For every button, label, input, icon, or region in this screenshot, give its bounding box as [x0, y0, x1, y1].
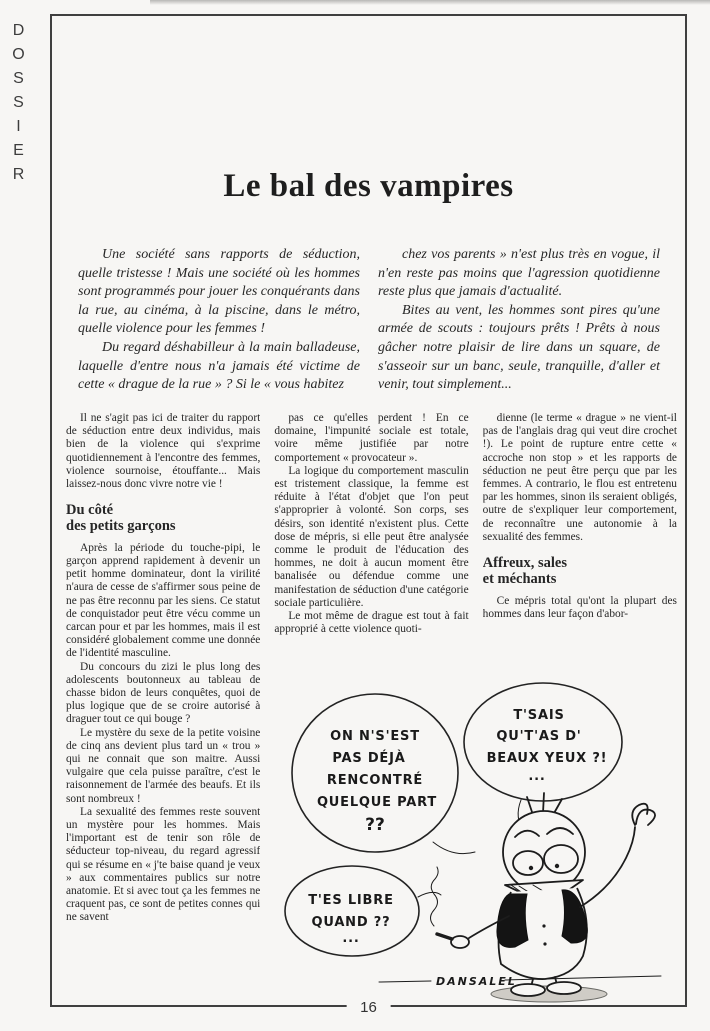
intro-section	[78, 246, 660, 395]
bird-eye-left	[513, 851, 543, 875]
body-paragraph: La sexualité des femmes reste souvent un mystère pour les hommes. Mais l'important est de tenir son rôle de séducteur top-niveau, du regard agressif qui se résume en « j'te baise quand je veux » aux commentaires publics sur notre anatomie. Et si avec tout ça les femmes ne craquent pas, ce sont de petites connes qui ne savent	[66, 805, 261, 924]
subheading-petits-garcons	[66, 502, 260, 534]
intro-column-right	[378, 246, 660, 395]
bird-eye-right	[544, 845, 578, 873]
subheading-line: Du côté	[66, 502, 114, 519]
intro-paragraph: Bites au vent, les hommes sont pires qu'une armée de scouts : toujours prêts ! Prêts à nous gâcher notre plaisir de lire dans un square, de s'asseoir sur un banc, seule, tranquille, d'aller et venir, tout simplement...	[378, 302, 660, 393]
bubble3-line: QUAND ??	[311, 915, 391, 930]
signature-text: DANSALEL	[436, 975, 517, 988]
subheading-affreux-sales	[483, 555, 677, 587]
intro-column-left	[78, 246, 360, 395]
bubble2-line: ...	[528, 769, 546, 784]
bubble1-line: QUELQUE PART	[316, 795, 438, 810]
body-paragraph: dienne (le terme « drague » ne vient-il pas de l'anglais drag qui veut dire crochet !). Le point de rupture entre cette « accroche non stop » et les rapports de séduction ne peut être perçu que par les femmes. A contrario, le flou est entretenu par les hommes, sinon ils seraient obligés, outre de s'expliquer leur comportement, de reconnaître une autonomie à la sexualité des femmes.	[482, 412, 677, 543]
body-paragraph: Ce mépris total qu'ont la plupart des hommes dans leur façon d'abor-	[482, 594, 677, 620]
pupil	[555, 864, 559, 868]
speech-bubble-3	[285, 866, 441, 956]
cigarette	[437, 934, 452, 939]
intro-paragraph: chez vos parents » n'est plus très en vogue, il n'en reste pas moins que l'agression quotidienne reste plus que jamais d'actualité.	[378, 247, 660, 300]
bubble1-line: PAS DÉJÀ	[332, 751, 406, 766]
speech-bubble-1	[292, 694, 475, 854]
dossier-vertical-label: DOSSIER	[10, 22, 27, 190]
cigarette-smoke	[431, 867, 439, 926]
subheading-line: et méchants	[482, 571, 557, 588]
subheading-line: des petits garçons	[66, 518, 176, 535]
bird-hand-right	[632, 804, 655, 825]
body-paragraph: La logique du comportement masculin est tristement classique, la femme est réduite à l'état d'objet que l'on peut s'approprier à volonté. Son corps, ses désirs, son identité n'existent plus. Cette dose de mépris, si elle peut être analysée comme le produit de l'éducation des hommes, ne doit à aucun moment être banalisée ou défendue comme une manifestation de séduction d'une catégorie sociale particulière.	[274, 464, 469, 609]
bird-wing-right	[562, 890, 587, 943]
body-paragraph: Le mot même de drague est tout à fait approprié à cette violence quoti-	[274, 610, 469, 636]
article-title: Le bal des vampires	[223, 168, 514, 204]
bubble1-line: ??	[365, 815, 385, 835]
bird-hand-left	[451, 936, 469, 948]
body-paragraph: Il ne s'agit pas ici de traiter du rapport de séduction entre deux individus, mais bien de la violence qui s'exprime quotidiennement à l'encontre des femmes, violence sournoise, étouffante... Mais laissez-nous donc vivre notre vie !	[66, 412, 261, 491]
bird-foot-right	[547, 982, 581, 994]
page-number: 16	[346, 999, 391, 1016]
page-frame	[50, 14, 687, 1016]
bird-arm-right	[580, 827, 635, 907]
body-column-1	[66, 412, 260, 994]
scan-edge-artifact	[150, 0, 710, 5]
body-paragraph: Après la période du touche-pipi, le garçon apprend rapidement à devenir un petit homme dominateur, dont la virilité n'aura de cesse de s'affirmer sous peine de ne pas être reconnu par les siens. Ce statut de conquistador peut être vécu comme un carcan pour et par les hommes, mais il est considéré globalement comme une donnée de l'identité masculine.	[66, 541, 261, 660]
bubble1-line: ON N'S'EST	[330, 729, 420, 744]
bubble3-line: T'ES LIBRE	[308, 893, 394, 908]
body-paragraph: Le mystère du sexe de la petite voisine de cinq ans devient plus tard un « trou » qui ne connait que son maitre. Aussi vulgaire que cela puisse paraître, c'est le raisonnement de l'armée des beaufs. Et ils sont nombreux !	[66, 726, 261, 805]
belly-dot	[543, 942, 546, 945]
bird-character	[431, 793, 656, 1002]
intro-paragraph: Du regard déshabilleur à la main balladeuse, laquelle d'entre nous n'a jamais été victime de cette « drague de la rue » ? Si le « vous habitez	[78, 339, 360, 393]
bubble2-line: QU'T'AS D'	[496, 729, 582, 744]
subheading-line: Affreux, sales	[482, 555, 567, 572]
body-paragraph: pas ce qu'elles perdent ! En ce domaine, l'impunité sociale est totale, voire même justifiée par notre comportement « provocateur ».	[274, 412, 469, 464]
intro-paragraph: Une société sans rapports de séduction, quelle tristesse ! Mais une société où les hommes sont programmés pour jouer les conquérants dans la rue, au cinéma, à la piscine, dans le métro, quelle violence pour les femmes !	[78, 247, 360, 337]
bubble2-line: BEAUX YEUX ?!	[486, 751, 608, 766]
bubble2-line: T'SAIS	[513, 708, 565, 723]
bubble1-line: RENCONTRÉ	[326, 773, 424, 788]
body-paragraph: Du concours du zizi le plus long des adolescents boutonneux au tableau de chasse bidon de leurs conquêtes, quoi de plus logique que de se croire autorisé à draguer tout ce qui bouge ?	[66, 660, 261, 726]
bubble3-line: ...	[342, 931, 360, 946]
belly-dot	[542, 924, 545, 927]
pupil	[529, 866, 533, 870]
comic-illustration	[281, 676, 685, 1007]
